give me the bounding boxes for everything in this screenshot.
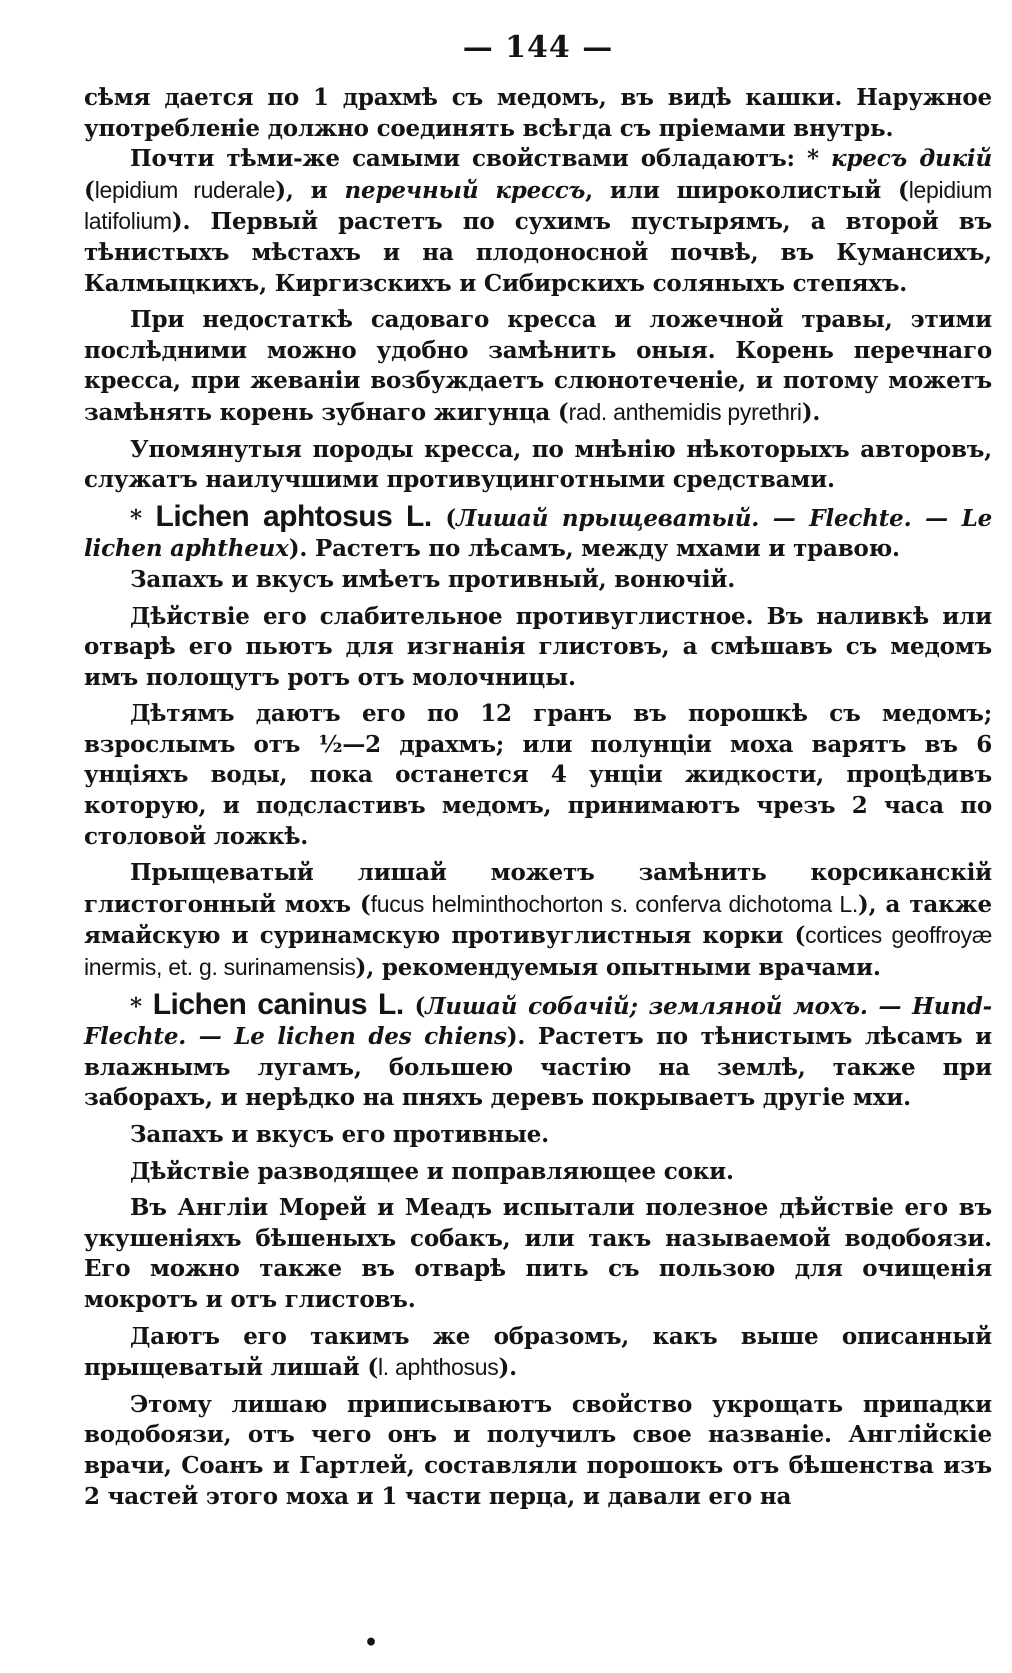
latin-term: cortices geoffroyæ inermis, et. g. surinamensis	[84, 922, 992, 981]
paragraph-13: Въ Англіи Морей и Меадъ испытали полезное дѣйствіе его въ укушеніяхъ бѣшеныхъ собакъ, или такъ называемой водобоязи. Его можно также въ отварѣ пить съ пользою для очищенія мокротъ и отъ глистовъ.	[84, 1194, 992, 1313]
latin-term: fucus helminthochorton s. conferva dichotoma L.	[370, 890, 858, 917]
entry-lichen-aphtosus: * Lichen aphtosus L. (Лишай прыщеватый. — Flechte. — Le lichen aphtheux). Растетъ по лѣсамъ, между мхами и травою.	[84, 499, 993, 563]
italic-term: Лишай собачій; земляной мохъ. — Hund-Flechte. — Le lichen des chiens	[84, 992, 992, 1051]
italic-term: кресъ дикій	[831, 145, 992, 173]
latin-term: l. aphthosus	[378, 1354, 499, 1381]
entry-lichen-caninus: * Lichen caninus L. (Лишай собачій; земляной мохъ. — Hund-Flechte. — Le lichen des chiens). Растетъ по тѣнистымъ лѣсамъ и влажнымъ лугамъ, большею частію на землѣ, также при заборахъ, и нерѣдко на пняхъ деревъ покрываетъ другіе мхи.	[84, 987, 992, 1112]
paragraph-15: Этому лишаю приписываютъ свойство укрощать припадки водобоязи, отъ чего онъ и получилъ свое названіе. Англійскіе врачи, Соанъ и Гартлей, составляли порошокъ отъ бѣшенства изъ 2 частей этого моха и 1 части перца, и давали его на	[84, 1390, 992, 1510]
paragraph-7: Дѣйствіе его слабительное противуглистное. Въ наливкѣ или отварѣ его пьютъ для изгнанія глистовъ, а смѣшавъ съ медомъ имъ полощутъ ротъ отъ молочницы.	[84, 602, 992, 691]
paragraph-11: Запахъ и вкусъ его противные.	[130, 1121, 549, 1148]
paragraph-9: Прыщеватый лишай можетъ замѣнить корсиканскій глистогонный мохъ (fucus helminthochorton s. conferva dichotoma L.), а также ямайскую и суринамскую противуглистныя корки (cortices geoffroyæ inermis, et. g. surinamensis), рекомендуемыя опытными врачами.	[84, 859, 992, 982]
latin-term: lepidium ruderale	[94, 176, 276, 203]
page-number: — 144 —	[462, 30, 614, 65]
paragraph-3: При недостаткѣ садоваго кресса и ложечной травы, этими послѣдними можно удобно замѣнить оныя. Корень перечнаго кресса, при жеваніи возбуждаетъ слюнотеченіе, и потому можетъ замѣнять корень зубнаго жигунца (rad. anthemidis pyrethri).	[84, 306, 992, 426]
paragraph-8: Дѣтямъ даютъ его по 12 гранъ въ порошкѣ съ медомъ; взрослымъ отъ ½—2 драхмъ; или полунціи моха варятъ въ 6 унціяхъ воды, пока останется 4 унціи жидкости, процѣдивъ которую, и подсластивъ медомъ, принимаютъ чрезъ 2 часа по столовой ложкѣ.	[84, 700, 992, 850]
latin-term: rad. anthemidis pyrethri	[568, 398, 802, 425]
paragraph-2: Почти тѣми-же самыми свойствами обладаютъ: * кресъ дикій (lepidium ruderale), и перечный крессъ, или широколистый (lepidium latifolium). Первый растетъ по сухимъ пустырямъ, а второй въ тѣнистыхъ мѣстахъ и на плодоносной почвѣ, въ Кумансихъ, Калмыцкихъ, Киргизскихъ и Сибирскихъ соляныхъ степяхъ.	[84, 145, 992, 297]
entry-heading: Lichen caninus L.	[152, 987, 404, 1021]
latin-term: lepidium latifolium	[84, 176, 992, 235]
paragraph-12: Дѣйствіе разводящее и поправляющее соки.	[130, 1157, 734, 1185]
page-text	[84, 83, 992, 1512]
entry-heading: Lichen aphtosus L.	[155, 499, 432, 533]
paragraph-14: Даютъ его такимъ же образомъ, какъ выше описанный прыщеватый лишай (l. aphthosus).	[84, 1322, 992, 1382]
footer-mark: •	[364, 1630, 379, 1656]
paragraph-4: Упомянутыя породы кресса, по мнѣнію нѣкоторыхъ авторовъ, служатъ наилучшими противуцинготными средствами.	[84, 435, 992, 494]
paragraph-1: сѣмя дается по 1 драхмѣ съ медомъ, въ видѣ кашки. Наружное употребленіе должно соединять всѣгда съ пріемами внутрь.	[84, 84, 992, 142]
italic-term: перечный крессъ	[344, 176, 586, 204]
italic-term: Лишай прыщеватый. — Flechte. — Le lichen aphtheux	[84, 504, 993, 563]
paragraph-6: Запахъ и вкусъ имѣетъ противный, вонючій.	[130, 565, 736, 593]
